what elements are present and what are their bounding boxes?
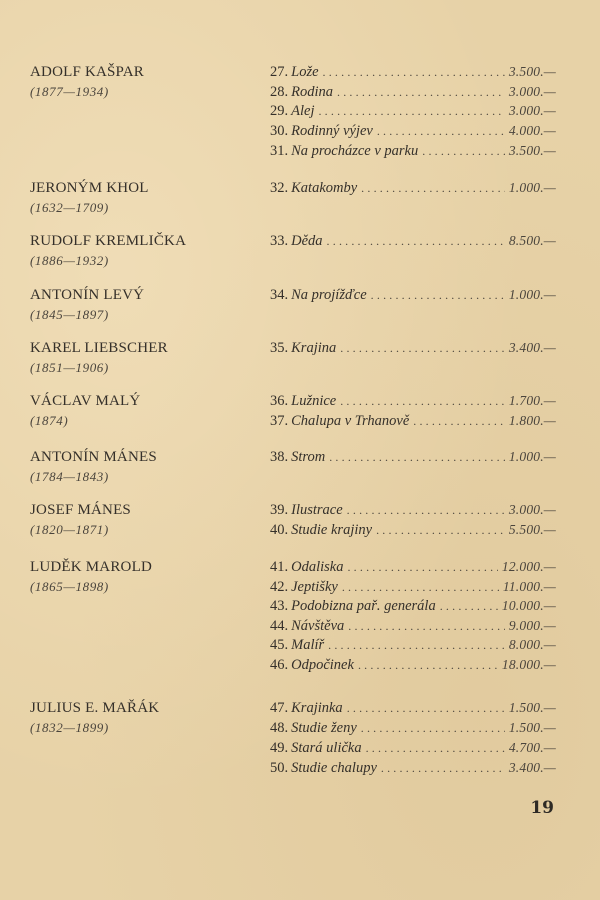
artwork-number: 35.: [270, 340, 289, 356]
dot-leader: [318, 101, 504, 121]
dot-leader: [366, 738, 505, 758]
artwork-number: 38.: [270, 449, 289, 465]
artwork-title: Krajina: [291, 340, 337, 356]
dot-leader: [323, 62, 505, 82]
artwork-title: Ilustrace: [291, 502, 343, 518]
artist-entry: [30, 231, 260, 271]
artwork-number: 37.: [270, 413, 289, 429]
dot-leader: [327, 231, 505, 251]
dot-leader: [440, 596, 498, 616]
artist-name: JULIUS E. MAŘÁK: [30, 700, 160, 716]
artwork-price: 3.000.—: [508, 502, 556, 517]
artwork-row: [270, 82, 556, 102]
dot-leader: [340, 338, 505, 358]
artwork-price: 3.400.—: [508, 340, 556, 355]
artist-dates: (1886—1932): [30, 253, 109, 268]
artwork-title: Rodinný výjev: [291, 123, 373, 139]
artwork-price: 4.700.—: [508, 740, 556, 755]
dot-leader: [413, 411, 505, 431]
artwork-price: 1.700.—: [508, 393, 556, 408]
artwork-number: 30.: [270, 123, 289, 139]
artist-dates: (1851—1906): [30, 360, 109, 375]
artwork-row: [270, 285, 556, 305]
artwork-number: 46.: [270, 657, 289, 673]
artwork-row: [270, 121, 556, 141]
artist-name: ANTONÍN MÁNES: [30, 449, 157, 465]
artwork-row: [270, 500, 556, 520]
dot-leader: [347, 500, 505, 520]
artist-entry: [30, 500, 260, 540]
artist-name: ADOLF KAŠPAR: [30, 64, 144, 80]
artwork-price: 11.000.—: [502, 579, 556, 594]
artwork-row: [270, 738, 556, 758]
dot-leader: [340, 391, 505, 411]
artwork-number: 47.: [270, 700, 289, 716]
artwork-number: 42.: [270, 579, 289, 595]
artwork-row: [270, 231, 556, 251]
artwork-row: [270, 718, 556, 738]
artwork-price: 4.000.—: [508, 123, 556, 138]
dot-leader: [422, 141, 505, 161]
artist-dates: (1845—1897): [30, 307, 109, 322]
artwork-number: 44.: [270, 618, 289, 634]
artwork-number: 41.: [270, 559, 289, 575]
artist-name: JERONÝM KHOL: [30, 180, 149, 196]
artwork-row: [270, 391, 556, 411]
artwork-title: Stará ulička: [291, 740, 362, 756]
artwork-title: Děda: [291, 233, 323, 249]
artist-name: VÁCLAV MALÝ: [30, 393, 141, 409]
artist-dates: (1784—1843): [30, 469, 109, 484]
artwork-title: Malíř: [291, 637, 325, 653]
artwork-number: 50.: [270, 760, 289, 776]
artist-name: RUDOLF KREMLIČKA: [30, 233, 187, 249]
dot-leader: [347, 698, 505, 718]
dot-leader: [361, 178, 505, 198]
artwork-number: 28.: [270, 84, 289, 100]
dot-leader: [358, 655, 498, 675]
artwork-price: 1.000.—: [508, 449, 556, 464]
artwork-title: Odaliska: [291, 559, 344, 575]
artwork-row: [270, 698, 556, 718]
dot-leader: [371, 285, 505, 305]
artwork-price: 1.500.—: [508, 720, 556, 735]
artist-entry: [30, 447, 260, 487]
artwork-title: Studie ženy: [291, 720, 357, 736]
artwork-number: 36.: [270, 393, 289, 409]
artist-dates: (1877—1934): [30, 84, 109, 99]
artwork-price: 8.500.—: [508, 233, 556, 248]
dot-leader: [328, 635, 505, 655]
artwork-row: [270, 655, 556, 675]
artwork-row: [270, 616, 556, 636]
artist-entry: [30, 62, 260, 102]
artwork-title: Odpočinek: [291, 657, 354, 673]
artwork-number: 39.: [270, 502, 289, 518]
artwork-row: [270, 520, 556, 540]
artwork-title: Na projížďce: [291, 287, 367, 303]
artwork-title: Studie krajiny: [291, 522, 373, 538]
artwork-row: [270, 758, 556, 778]
artwork-price: 3.000.—: [508, 84, 556, 99]
artwork-number: 31.: [270, 143, 289, 159]
artwork-number: 45.: [270, 637, 289, 653]
artwork-row: [270, 447, 556, 467]
artwork-title: Podobizna pař. generála: [291, 598, 436, 614]
artwork-row: [270, 178, 556, 198]
artist-name: ANTONÍN LEVÝ: [30, 287, 145, 303]
artwork-number: 49.: [270, 740, 289, 756]
artwork-title: Alej: [291, 103, 315, 119]
artwork-number: 27.: [270, 64, 289, 80]
artwork-number: 34.: [270, 287, 289, 303]
artwork-row: [270, 101, 556, 121]
dot-leader: [348, 616, 505, 636]
artist-dates: (1874): [30, 413, 69, 428]
artwork-title: Jeptišky: [291, 579, 338, 595]
artwork-row: [270, 62, 556, 82]
artwork-title: Krajinka: [291, 700, 343, 716]
dot-leader: [329, 447, 505, 467]
artwork-row: [270, 557, 556, 577]
artwork-row: [270, 411, 556, 431]
artist-dates: (1820—1871): [30, 522, 109, 537]
dot-leader: [361, 718, 505, 738]
artwork-price: 1.000.—: [508, 287, 556, 302]
artist-dates: (1632—1709): [30, 200, 109, 215]
artwork-title: Návštěva: [291, 618, 345, 634]
artist-name: KAREL LIEBSCHER: [30, 340, 168, 356]
artist-dates: (1832—1899): [30, 720, 109, 735]
artwork-price: 12.000.—: [501, 559, 556, 574]
artwork-title: Studie chalupy: [291, 760, 377, 776]
artwork-price: 10.000.—: [501, 598, 556, 613]
artwork-price: 8.000.—: [508, 637, 556, 652]
artist-entry: [30, 338, 260, 378]
dot-leader: [376, 520, 505, 540]
artwork-row: [270, 596, 556, 616]
artwork-title: Strom: [291, 449, 326, 465]
artwork-price: 5.500.—: [508, 522, 556, 537]
artwork-price: 3.000.—: [508, 103, 556, 118]
artwork-row: [270, 338, 556, 358]
artwork-title: Chalupa v Trhanově: [291, 413, 410, 429]
artwork-price: 3.400.—: [508, 760, 556, 775]
artwork-price: 18.000.—: [501, 657, 556, 672]
artwork-row: [270, 635, 556, 655]
artwork-title: Rodina: [291, 84, 334, 100]
artwork-number: 48.: [270, 720, 289, 736]
artist-entry: [30, 698, 260, 738]
artist-entry: [30, 391, 260, 431]
dot-leader: [337, 82, 505, 102]
artist-entry: [30, 178, 260, 218]
dot-leader: [342, 577, 499, 597]
dot-leader: [377, 121, 505, 141]
artwork-price: 1.000.—: [508, 180, 556, 195]
artist-name: JOSEF MÁNES: [30, 502, 131, 518]
artist-dates: (1865—1898): [30, 579, 109, 594]
artwork-price: 1.500.—: [508, 700, 556, 715]
artwork-row: [270, 577, 556, 597]
artwork-number: 29.: [270, 103, 289, 119]
artwork-title: Katakomby: [291, 180, 358, 196]
artwork-title: Lužnice: [291, 393, 337, 409]
artwork-title: Na procházce v parku: [291, 143, 419, 159]
artist-entry: [30, 285, 260, 325]
artwork-number: 43.: [270, 598, 289, 614]
artwork-row: [270, 141, 556, 161]
artwork-number: 32.: [270, 180, 289, 196]
artwork-title: Lože: [291, 64, 319, 80]
artwork-number: 33.: [270, 233, 289, 249]
artist-entry: [30, 557, 260, 597]
artwork-number: 40.: [270, 522, 289, 538]
artist-name: LUDĚK MAROLD: [30, 559, 152, 575]
artwork-price: 9.000.—: [508, 618, 556, 633]
artwork-price: 1.800.—: [508, 413, 556, 428]
artwork-price: 3.500.—: [508, 143, 556, 158]
dot-leader: [381, 758, 505, 778]
page-number: 19: [530, 798, 554, 818]
artwork-price: 3.500.—: [508, 64, 556, 79]
dot-leader: [347, 557, 497, 577]
